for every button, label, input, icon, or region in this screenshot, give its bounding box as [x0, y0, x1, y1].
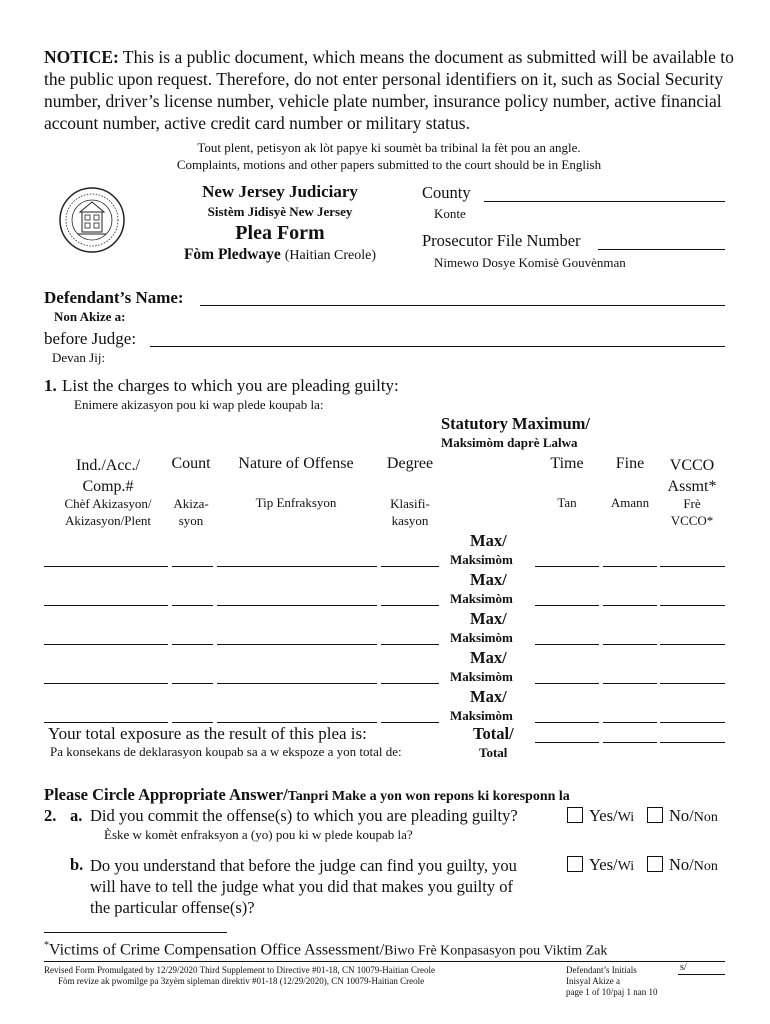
statutory-max-heading-creole: Maksimòm daprè Lalwa — [441, 435, 578, 450]
charge-row-2-count-field[interactable] — [172, 605, 213, 606]
col-header-fine: Fine — [615, 455, 645, 472]
charge-row-3-nature-field[interactable] — [217, 644, 377, 645]
q1-text: List the charges to which you are pleading guilty: — [62, 376, 399, 395]
footnote: *Victims of Crime Compensation Office Assessment/Biwo Frè Konpasasyon pou Viktim Zak — [44, 940, 608, 959]
col-header-time: Time — [550, 455, 584, 472]
col-header-fine-creole: Amann — [610, 495, 650, 510]
col-header-count-creole: Akiza- syon — [173, 496, 209, 528]
notice-text: This is a public document, which means the document as submitted will be available to the public upon request. Therefore, do not enter personal identifiers on it, such as Social Security number, driver’s license number, vehicle plate number, insurance policy number, active financial account number, active credit card number or military status. — [44, 47, 734, 133]
charge-row-5-time-field[interactable] — [535, 722, 599, 723]
county-field[interactable] — [484, 201, 725, 202]
defendant-name-label: Defendant’s Name: — [44, 288, 184, 307]
prosecutor-file-label: Prosecutor File Number — [422, 231, 581, 250]
charge-row-2-time-field[interactable] — [535, 605, 599, 606]
q2a-no-option[interactable]: No/Non — [647, 806, 718, 826]
q2a-text: Did you commit the offense(s) to which you are pleading guilty? — [90, 806, 518, 825]
charge-row-3-time-field[interactable] — [535, 644, 599, 645]
charge-row-5-nature-field[interactable] — [217, 722, 377, 723]
charge-row-4-time-field[interactable] — [535, 683, 599, 684]
nj-judiciary-seal-icon — [58, 186, 126, 254]
total-vcco-field[interactable] — [660, 742, 725, 743]
form-title-creole: Fòm Pledwaye (Haitian Creole) — [183, 246, 377, 263]
q2b-text: Do you understand that before the judge can find you guilty, you will have to tell the judge what you did that makes you guilty of the particular offense(s)? — [90, 856, 517, 917]
charge-row-1-nature-field[interactable] — [217, 566, 377, 567]
defendant-name-field[interactable] — [200, 305, 725, 306]
charge-row-3-vcco-field[interactable] — [660, 644, 725, 645]
max-label: Max/ — [470, 609, 507, 628]
total-fine-field[interactable] — [603, 742, 657, 743]
form-language: (Haitian Creole) — [284, 248, 377, 263]
footer-initials: Defendant’s Initials Inisyal Akize a page 1 of 10/paj 1 nan 10 — [566, 965, 658, 997]
col-header-time-creole: Tan — [557, 495, 577, 510]
judiciary-title-creole: Sistèm Jidisyè New Jersey — [207, 204, 353, 219]
form-title: Plea Form — [235, 222, 325, 244]
charge-row-1-ind-field[interactable] — [44, 566, 168, 567]
col-header-count: Count — [171, 455, 211, 472]
q1-text-creole: Enimere akizasyon pou ki wap plede koupab la: — [74, 397, 324, 412]
charge-row-2-degree-field[interactable] — [381, 605, 439, 606]
charge-row-1-degree-field[interactable] — [381, 566, 439, 567]
total-exposure-label: Your total exposure as the result of this plea is: — [48, 724, 367, 743]
charge-row-4-fine-field[interactable] — [603, 683, 657, 684]
prosecutor-file-label-creole: Nimewo Dosye Komisè Gouvènman — [434, 255, 626, 270]
col-header-vcco-creole: Frè VCCO* — [670, 496, 714, 528]
county-label: County — [422, 183, 471, 202]
prosecutor-file-field[interactable] — [598, 249, 725, 250]
charge-row-4-nature-field[interactable] — [217, 683, 377, 684]
max-label: Max/ — [470, 531, 507, 550]
charge-row-4-ind-field[interactable] — [44, 683, 168, 684]
charge-row-2-nature-field[interactable] — [217, 605, 377, 606]
max-label: Max/ — [470, 648, 507, 667]
q2b-no-checkbox[interactable] — [647, 856, 663, 872]
col-header-ind-creole: Chèf Akizasyon/ Akizasyon/Plent — [64, 496, 152, 528]
charge-row-5-degree-field[interactable] — [381, 722, 439, 723]
q2-number: 2. — [44, 806, 57, 825]
q2a-yes-option[interactable]: Yes/Wi — [567, 806, 634, 826]
statutory-max-heading: Statutory Maximum/ — [441, 414, 590, 433]
col-header-vcco: VCCO Assmt* — [667, 457, 717, 495]
total-exposure-label-creole: Pa konsekans de deklarasyon koupab sa a w ekspoze a yon total de: — [50, 744, 402, 759]
q2a-no-checkbox[interactable] — [647, 807, 663, 823]
col-header-ind: Ind./Acc./ Comp.# — [76, 457, 140, 495]
page-number: page 1 of 10/paj 1 nan 10 — [566, 987, 658, 997]
initials-sig-mark: s/ — [680, 962, 687, 973]
judiciary-title: New Jersey Judiciary — [202, 182, 358, 201]
col-header-degree-creole: Klasifi- kasyon — [390, 496, 430, 528]
notice-paragraph — [44, 46, 734, 134]
col-header-degree: Degree — [386, 455, 434, 472]
q2b-yes-checkbox[interactable] — [567, 856, 583, 872]
judge-label-creole: Devan Jij: — [52, 350, 106, 365]
county-label-creole: Konte — [434, 206, 466, 221]
charge-row-5-ind-field[interactable] — [44, 722, 168, 723]
footnote-divider — [44, 932, 227, 933]
charge-row-4-vcco-field[interactable] — [660, 683, 725, 684]
q2a-letter: a. — [70, 806, 83, 825]
total-label: Total/ — [473, 724, 514, 743]
col-header-nature-creole: Tip Enfraksyon — [255, 495, 337, 510]
charge-row-4-count-field[interactable] — [172, 683, 213, 684]
max-label-creole: Maksimòm — [450, 630, 513, 645]
footer-revision: Revised Form Promulgated by 12/29/2020 Third Supplement to Directive #01-18, CN 10079-Haitian Creole Fòm revize ak pwomilge pa 3zyèm sipleman direktiv #01-18 (12/29/2020), CN 10079-Haitian Creole — [44, 965, 436, 986]
q2b-no-option[interactable]: No/Non — [647, 855, 718, 875]
charge-row-3-fine-field[interactable] — [603, 644, 657, 645]
defendant-name-label-creole: Non Akize a: — [54, 309, 126, 324]
total-time-field[interactable] — [535, 742, 599, 743]
col-header-nature: Nature of Offense — [238, 455, 354, 472]
footer-divider — [44, 961, 725, 962]
judge-field[interactable] — [150, 346, 725, 347]
charge-row-2-ind-field[interactable] — [44, 605, 168, 606]
max-label: Max/ — [470, 687, 507, 706]
q2a-text-creole: Èske w komèt enfraksyon a (yo) pou ki w plede koupab la? — [104, 827, 413, 842]
initials-field[interactable] — [678, 974, 725, 975]
max-label: Max/ — [470, 570, 507, 589]
charge-row-2-fine-field[interactable] — [603, 605, 657, 606]
q1-number: 1. — [44, 376, 57, 395]
max-label-creole: Maksimòm — [450, 708, 513, 723]
charge-row-1-time-field[interactable] — [535, 566, 599, 567]
q2b-letter: b. — [70, 855, 84, 874]
charge-row-5-fine-field[interactable] — [603, 722, 657, 723]
charge-row-3-count-field[interactable] — [172, 644, 213, 645]
max-label-creole: Maksimòm — [450, 591, 513, 606]
q2b-yes-option[interactable]: Yes/Wi — [567, 855, 634, 875]
max-label-creole: Maksimòm — [450, 669, 513, 684]
max-label-creole: Maksimòm — [450, 552, 513, 567]
charge-row-1-vcco-field[interactable] — [660, 566, 725, 567]
charge-row-4-degree-field[interactable] — [381, 683, 439, 684]
circle-instruction: Please Circle Appropriate Answer/Tanpri Make a yon won repons ki koresponn la — [44, 785, 570, 804]
charge-row-3-ind-field[interactable] — [44, 644, 168, 645]
charge-row-5-count-field[interactable] — [172, 722, 213, 723]
charge-row-5-vcco-field[interactable] — [660, 722, 725, 723]
total-label-creole: Total — [479, 745, 508, 760]
charge-row-1-fine-field[interactable] — [603, 566, 657, 567]
charge-row-2-vcco-field[interactable] — [660, 605, 725, 606]
charge-row-1-count-field[interactable] — [172, 566, 213, 567]
notice-creole: Tout plent, petisyon ak lòt papye ki soumèt ba tribinal la fèt pou an angle. — [197, 140, 581, 155]
notice-english: Complaints, motions and other papers submitted to the court should be in English — [176, 157, 602, 172]
q2a-yes-checkbox[interactable] — [567, 807, 583, 823]
charge-row-3-degree-field[interactable] — [381, 644, 439, 645]
judge-label: before Judge: — [44, 329, 137, 348]
notice-label: NOTICE: — [44, 47, 119, 67]
